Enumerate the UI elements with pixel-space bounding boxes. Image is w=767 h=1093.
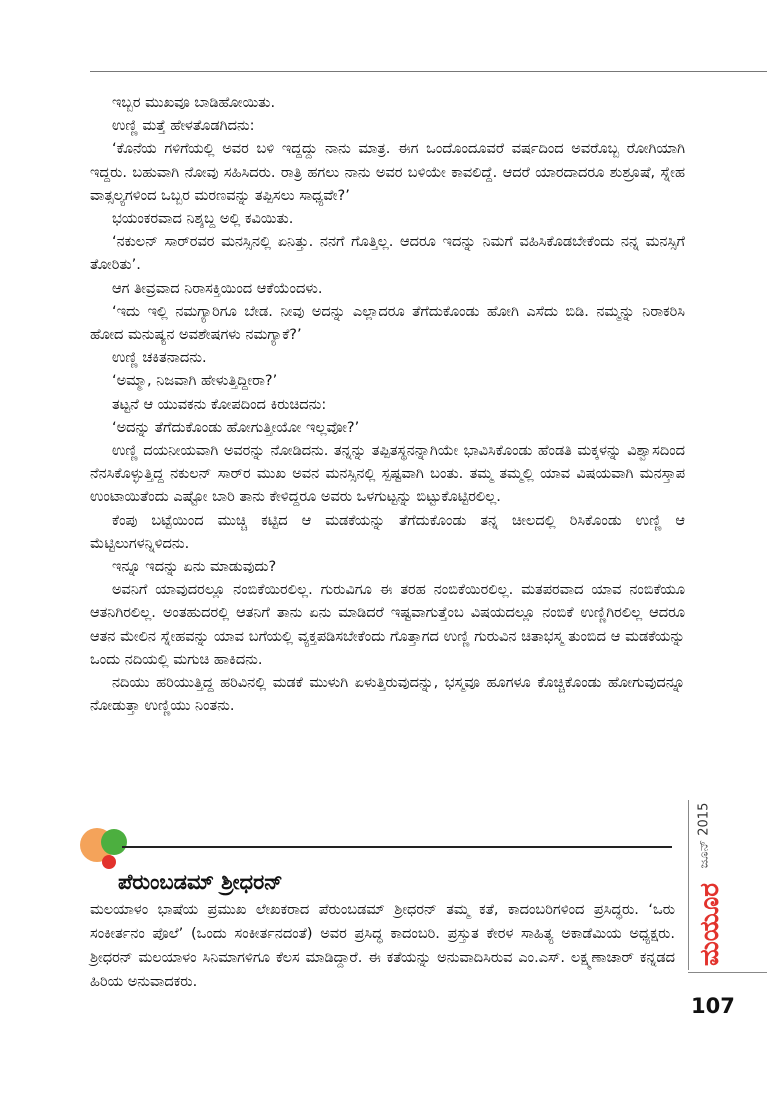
story-paragraph: ‘ನಕುಲನ್ ಸಾರ್‌ರವರ ಮನಸ್ಸಿನಲ್ಲಿ ಏನಿತ್ತು. ನನಗೆ ಗೊತ್ತಿಲ್ಲ. ಆದರೂ ಇದನ್ನು ನಿಮಗೆ ವಹಿಸಿಕೊಡಬೇಕೆಂದು ನನ್ನ ಮನಸ್ಸಿಗೆ ತೋರಿತು’.: [90, 234, 685, 274]
page-number: 107: [691, 994, 735, 1018]
green-circle-decoration: [101, 829, 127, 855]
story-paragraph: ಉಣ್ಣಿ ಚಕಿತನಾದನು.: [112, 350, 207, 367]
issue-month: [690, 800, 718, 870]
top-rule: [90, 71, 767, 72]
story-paragraph: ಕೆಂಪು ಬಟ್ಟೆಯಿಂದ ಮುಚ್ಚಿ ಕಟ್ಟಿದ ಆ ಮಡಕೆಯನ್ನು ತೆಗೆದುಕೊಂಡು ತನ್ನ ಚೀಲದಲ್ಲಿ ರಿಸಿಕೊಂಡು ಉಣ್ಣಿ ಆ ಮೆಟ್ಟಿಲುಗಳನ್ನಿಳಿದನು.: [90, 512, 685, 552]
page-number-rule: [688, 972, 767, 973]
author-name: ಪೆರುಂಬಡಮ್ ಶ್ರೀಧರನ್: [118, 870, 283, 894]
magazine-brand-label: ಮಯೂರ: [694, 882, 725, 966]
story-paragraph: ಭಯಂಕರವಾದ ನಿಶ್ಶಬ್ದ ಅಲ್ಲಿ ಕವಿಯಿತು.: [112, 211, 294, 228]
story-body: [90, 92, 685, 718]
story-paragraph: ಇಬ್ಬರ ಮುಖವೂ ಬಾಡಿಹೋಯಿತು.: [112, 95, 276, 111]
red-circle-decoration: [102, 855, 116, 869]
story-paragraph: ‘ಕೊನೆಯ ಗಳಿಗೆಯಲ್ಲಿ ಅವರ ಬಳಿ ಇದ್ದದ್ದು ನಾನು ಮಾತ್ರ. ಈಗ ಒಂದೊಂದೂವರೆ ವರ್ಷದಿಂದ ಅವರೊಬ್ಬ ರೋಗಿಯಾಗಿ ಇದ್ದರು. ಬಹುವಾಗಿ ನೋವು ಸಹಿಸಿದರು. ರಾತ್ರಿ ಹಗಲು ನಾನು ಅವರ ಬಳಿಯೇ ಕಾವಲಿದ್ದೆ. ಆದರೆ ಯಾರದಾದರೂ ಶುಶ್ರೂಷೆ, ಸ್ನೇಹ ವಾತ್ಸಲ್ಯಗಳಿಂದ ಒಬ್ಬರ ಮರಣವನ್ನು ತಪ್ಪಿಸಲು ಸಾಧ್ಯವೇ?’: [90, 141, 685, 204]
story-paragraph: ತಟ್ಟನೆ ಆ ಯುವಕನು ಕೋಪದಿಂದ ಕಿರುಚಿದನು:: [112, 396, 327, 413]
author-divider: [122, 846, 672, 848]
issue-month-label: ಜೂನ್ 2015: [696, 802, 712, 868]
story-paragraph: ಇನ್ನೂ ಇದನ್ನು ಏನು ಮಾಡುವುದು?: [112, 559, 277, 576]
story-paragraph: ನದಿಯು ಹರಿಯುತ್ತಿದ್ದ ಹರಿವಿನಲ್ಲಿ ಮಡಕೆ ಮುಳುಗಿ ಏಳುತ್ತಿರುವುದನ್ನು, ಭಸ್ಮವೂ ಹೂಗಳೂ ಕೊಚ್ಚಿಕೊಂಡು ಹೋಗುವುದನ್ನೂ ನೋಡುತ್ತಾ ಉಣ್ಣಿಯು ನಿಂತನು.: [90, 675, 685, 715]
story-paragraph: ಆಗ ತೀವ್ರವಾದ ನಿರಾಸಕ್ತಿಯಿಂದ ಆಕೆಯೆಂದಳು.: [112, 280, 323, 297]
story-paragraph: ‘ಇದು ಇಲ್ಲಿ ನಮಗ್ಯಾರಿಗೂ ಬೇಡ. ನೀವು ಅದನ್ನು ಎಲ್ಲಾದರೂ ತೆಗೆದುಕೊಂಡು ಹೋಗಿ ಎಸೆದು ಬಿಡಿ. ನಮ್ಮನ್ನು ನಿರಾಕರಿಸಿ ಹೋದ ಮನುಷ್ಯನ ಅವಶೇಷಗಳು ನಮಗ್ಯಾಕೆ?’: [90, 303, 685, 344]
story-paragraph: ‘ಅದನ್ನು ತೆಗೆದುಕೊಂಡು ಹೋಗುತ್ತೀಯೋ ಇಲ್ಲವೋ?’: [112, 419, 360, 436]
sidebar-rule: [688, 800, 689, 970]
story-paragraph: ಉಣ್ಣಿ ದಯನೀಯವಾಗಿ ಅವರನ್ನು ನೋಡಿದನು. ತನ್ನನ್ನು ತಪ್ಪಿತಸ್ಥನನ್ನಾಗಿಯೇ ಭಾವಿಸಿಕೊಂಡು ಹೆಂಡತಿ ಮಕ್ಕಳನ್ನು ವಿಶ್ವಾಸದಿಂದ ನೆನಸಿಕೊಳ್ಳುತ್ತಿದ್ದ ನಕುಲನ್ ಸಾರ್‌ರ ಮುಖ ಅವನ ಮನಸ್ಸಿನಲ್ಲಿ ಸ್ಪಷ್ಟವಾಗಿ ಬಂತು. ತಮ್ಮ ತಮ್ಮಲ್ಲಿ ಯಾವ ವಿಷಯವಾಗಿ ಮನಸ್ತಾಪ ಉಂಟಾಯಿತೆಂದು ಎಷ್ಟೋ ಬಾರಿ ತಾನು ಕೇಳಿದ್ದರೂ ಅವರು ಒಳಗುಟ್ಟನ್ನು ಬಿಟ್ಟುಕೊಟ್ಟಿರಲಿಲ್ಲ.: [90, 443, 685, 506]
story-paragraph: ಉಣ್ಣಿ ಮತ್ತೆ ಹೇಳತೊಡಗಿದನು:: [112, 118, 255, 135]
magazine-brand: [690, 882, 730, 966]
story-paragraph: ಅವನಿಗೆ ಯಾವುದರಲ್ಲೂ ನಂಬಿಕೆಯಿರಲಿಲ್ಲ. ಗುರುವಿಗೂ ಈ ತರಹ ನಂಬಿಕೆಯಿರಲಿಲ್ಲ. ಮತಪರವಾದ ಯಾವ ನಂಬಿಕೆಯೂ ಆತನಿಗಿರಲಿಲ್ಲ. ಅಂತಹುದರಲ್ಲಿ ಆತನಿಗೆ ತಾನು ಏನು ಮಾಡಿದರೆ ಇಷ್ಟವಾಗುತ್ತೆಂಬ ವಿಷಯದಲ್ಲೂ ನಂಬಿಕೆ ಉಣ್ಣಿಗಿರಲಿಲ್ಲ ಆದರೂ ಆತನ ಮೇಲಿನ ಸ್ನೇಹವನ್ನು ಯಾವ ಬಗೆಯಲ್ಲಿ ವ್ಯಕ್ತಪಡಿಸಬೇಕೆಂದು ಗೊತ್ತಾಗದ ಉಣ್ಣಿ ಗುರುವಿನ ಚಿತಾಭಸ್ಮ ತುಂಬಿದ ಆ ಮಡಕೆಯನ್ನು ಒಂದು ನದಿಯಲ್ಲಿ ಮಗುಚಿ ಹಾಕಿದನು.: [90, 582, 685, 668]
story-paragraph: ‘ಅಮ್ಮಾ, ನಿಜವಾಗಿ ಹೇಳುತ್ತಿದ್ದೀರಾ?’: [112, 373, 278, 390]
author-bio: ಮಲಯಾಳಂ ಭಾಷೆಯ ಪ್ರಮುಖ ಲೇಖಕರಾದ ಪೆರುಂಬಡಮ್ ಶ್ರೀಧರನ್ ತಮ್ಮ ಕತೆ, ಕಾದಂಬರಿಗಳಿಂದ ಪ್ರಸಿದ್ಧರು. ‘ಒರು ಸಂಕೀರ್ತನಂ ಪೊಲೆ’ (ಒಂದು ಸಂಕೀರ್ತನದಂತೆ) ಅವರ ಪ್ರಸಿದ್ಧ ಕಾದಂಬರಿ. ಪ್ರಸ್ತುತ ಕೇರಳ ಸಾಹಿತ್ಯ ಅಕಾಡೆಮಿಯ ಅಧ್ಯಕ್ಷರು. ಶ್ರೀಧರನ್ ಮಲಯಾಳಂ ಸಿನಿಮಾಗಳಿಗೂ ಕೆಲಸ ಮಾಡಿದ್ದಾರೆ. ಈ ಕತೆಯನ್ನು ಅನುವಾದಿಸಿರುವ ಎಂ.ಎಸ್. ಲಕ್ಷ್ಮಣಾಚಾರ್ ಕನ್ನಡದ ಹಿರಿಯ ಅನುವಾದಕರು.: [90, 902, 675, 990]
